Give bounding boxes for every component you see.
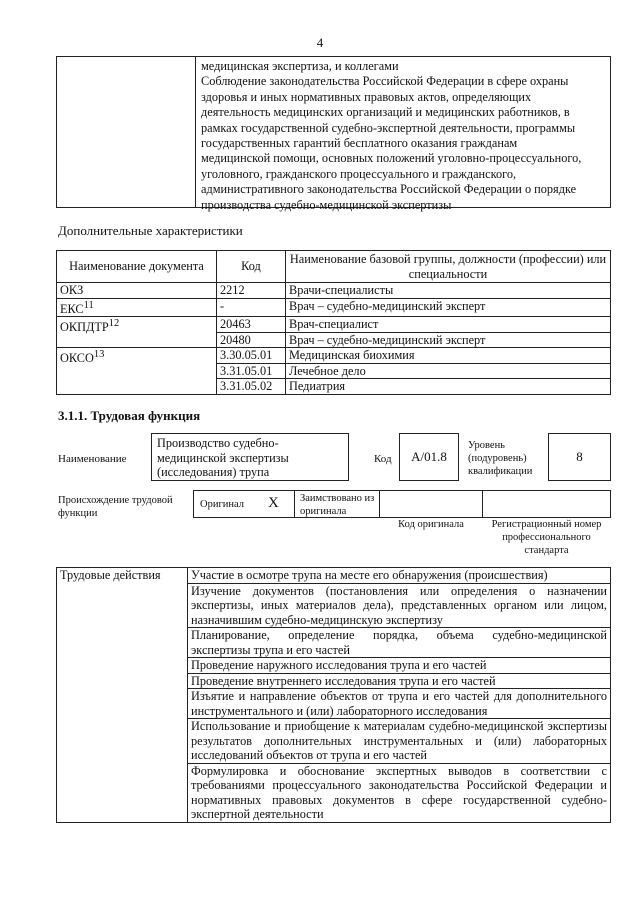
table-row [57,317,611,333]
code-cell: 2212 [217,283,286,299]
table-row [57,283,611,299]
doc-name: ОКСО [60,351,94,366]
text-line: здоровья и иных нормативных правовых актов, определяющих [201,89,532,104]
doc-cell [57,348,217,395]
empty-label-cell [57,57,196,207]
text-line: Соблюдение законодательства Российской Федерации в сфере охраны [201,74,569,89]
action-item: Участие в осмотре трупа на месте его обнаружения (происшествия) [188,568,611,584]
doc-name: ЕКС [60,301,84,316]
header-document: Наименование документа [57,251,217,283]
name-cell: Медицинская биохимия [286,348,611,364]
previous-section-text [201,59,607,213]
code-label: Код [374,453,392,465]
code-original-label: Код оригинала [398,519,464,530]
doc-cell [57,317,217,348]
page-number: 4 [316,35,324,50]
doc-cell [57,298,217,317]
function-code-box [399,433,459,481]
text-line: рамках государственной судебно-экспертной деятельности, программы [201,120,576,135]
text-line: уголовного, гражданского процессуального и гражданского, [201,166,517,181]
borrowed-label: Заимствовано из оригинала [300,493,375,517]
name-label: Наименование [58,453,127,465]
name-cell: Лечебное дело [286,363,611,379]
name-cell: Врач – судебно-медицинский эксперт [286,298,611,317]
origin-label: Происхождение трудовой функции [58,495,173,519]
action-item: Проведение наружного исследования трупа и его частей [188,658,611,674]
code-original-box [379,490,483,518]
action-item: Изъятие и направление объектов от трупа и его частей для дополнительного инструментального и (или) лабораторного исследования [188,689,611,719]
doc-cell [57,283,217,299]
action-item: Планирование, определение порядка, объема судебно-медицинской экспертизы трупа и его частей [188,628,611,658]
additional-characteristics-title: Дополнительные характеристики [58,223,243,238]
level-value: 8 [576,449,583,464]
text-line: административного законодательства Российской Федерации о порядке [201,182,577,197]
actions-label: Трудовые действия [60,568,161,582]
text-line: медицинская экспертиза, и коллегами [201,59,399,73]
action-item: Использование и приобщение к материалам судебно-медицинской экспертизы результатов дополнительных инструментальных и (или) лабораторных исследований объектов от трупа и его частей [188,719,611,764]
function-code: A/01.8 [411,449,447,464]
text-line: производства судебно-медицинской экспертизы [201,197,452,212]
code-cell: 20463 [217,317,286,333]
original-mark: X [268,495,279,511]
code-cell: 3.30.05.01 [217,348,286,364]
previous-section-table [56,56,611,212]
labor-actions-table [56,567,611,823]
action-item: Формулировка и обоснование экспертных выводов в соответствии с требованиями процессуального законодательства Российской Федерации и нормативных правовых документов в сфере государственной судебно-экспертной деятельности [188,763,611,822]
table-header-row [57,251,611,283]
name-cell: Педиатрия [286,379,611,395]
code-cell: 3.31.05.01 [217,363,286,379]
footnote-ref: 11 [83,299,94,311]
header-code: Код [217,251,286,283]
header-name: Наименование базовой группы, должности (профессии) или специальности [286,251,611,283]
reg-number-box [482,490,611,518]
code-cell: 20480 [217,332,286,348]
function-title: 3.1.1. Трудовая функция [58,408,201,423]
footnote-ref: 13 [93,349,105,361]
name-cell: Врач-специалист [286,317,611,333]
table-row [57,568,611,584]
text-line: медицинской помощи, основных положений уголовно-процессуального, [201,151,582,166]
table-row [57,298,611,317]
original-box [193,490,295,518]
footnote-ref: 12 [108,318,120,330]
table-row [57,348,611,364]
additional-characteristics-table [56,250,611,395]
reg-number-label: Регистрационный номер профессионального стандарта [491,519,602,556]
actions-label-cell [57,568,188,823]
code-cell: - [217,298,286,317]
function-name: Производство судебно-медицинской экспертизы (исследования) трупа [157,436,289,479]
code-cell: 3.31.05.02 [217,379,286,395]
name-cell: Врачи-специалисты [286,283,611,299]
borrowed-box [294,490,380,518]
level-label: Уровень (подуровень) квалификации [468,440,533,477]
text-line: государственных гарантий бесплатного оказания гражданам [201,136,518,151]
text-line: деятельность медицинских организаций и медицинских работников, в [201,105,570,120]
doc-name: ОКЗ [60,283,84,297]
level-box [548,433,611,481]
original-label: Оригинал [200,499,244,510]
action-item: Изучение документов (постановления или определения о назначении экспертизы, иных материалов дела), представленных органом или лицом, назначившим судебно-медицинскую экспертизу [188,583,611,628]
action-item: Проведение внутреннего исследования трупа и его частей [188,673,611,689]
doc-name: ОКПДТР [60,320,109,335]
name-cell: Врач – судебно-медицинский эксперт [286,332,611,348]
function-name-box [151,433,349,481]
